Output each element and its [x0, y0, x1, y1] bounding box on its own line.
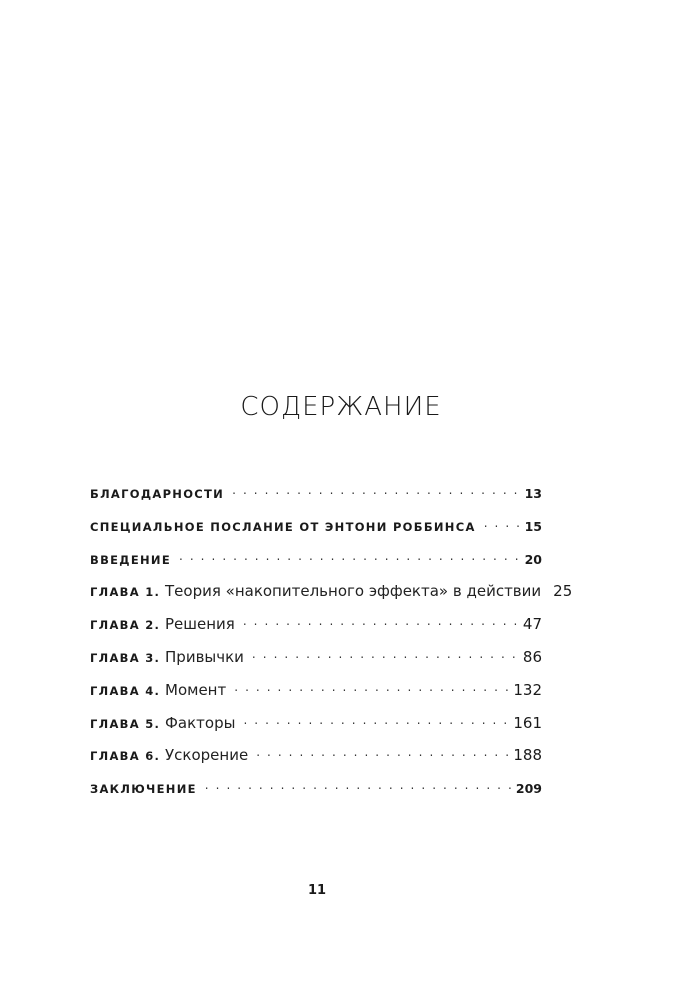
dot-leader: [179, 548, 521, 564]
dot-leader: [256, 744, 509, 760]
toc-entry-chapter-4[interactable]: [90, 679, 542, 712]
toc-entry-chapter-1[interactable]: [90, 580, 573, 613]
chapter-number: ГЛАВА 2.: [90, 618, 161, 633]
toc-entry-caps: СПЕЦИАЛЬНОЕ ПОСЛАНИЕ ОТ ЭНТОНИ РОББИНСА: [90, 519, 476, 534]
toc-entry-chapter-2[interactable]: [90, 613, 542, 646]
chapter-number: ГЛАВА 1.: [90, 585, 161, 600]
page-title: СОДЕРЖАНИЕ: [240, 392, 442, 422]
toc-entry-conclusion[interactable]: [90, 777, 542, 810]
toc-entry-caps: ЗАКЛЮЧЕНИЕ: [90, 782, 197, 797]
dot-leader: [243, 613, 519, 629]
chapter-number: ГЛАВА 3.: [90, 650, 161, 665]
toc-entry-label: [90, 615, 235, 633]
toc-entry-label: [90, 517, 476, 535]
chapter-number: ГЛАВА 5.: [90, 716, 161, 731]
toc-page-number: 209: [515, 781, 542, 797]
chapter-title: Привычки: [165, 647, 244, 666]
toc-page-number: 13: [524, 486, 542, 501]
toc-page-number: 15: [524, 518, 542, 534]
toc-entry-chapter-3[interactable]: [90, 646, 542, 679]
toc-entry-label: [90, 484, 224, 502]
toc-entry-acknowledgements[interactable]: [90, 482, 542, 515]
toc-entry-label: [90, 714, 235, 732]
toc-page-number: 25: [553, 582, 573, 601]
chapter-title: Ускорение: [165, 746, 249, 765]
chapter-number: ГЛАВА 6.: [90, 749, 161, 764]
toc-page-number: 161: [513, 713, 542, 732]
toc-entry-label: [90, 648, 244, 666]
dot-leader: [243, 712, 509, 728]
toc-entry-label: [90, 550, 171, 568]
chapter-title: Момент: [165, 680, 227, 699]
toc-page-number: 132: [513, 680, 542, 699]
table-of-contents: [90, 482, 573, 810]
toc-page-number: 20: [524, 551, 542, 567]
toc-page-number: 188: [513, 746, 542, 765]
dot-leader: [252, 646, 519, 662]
toc-entry-chapter-5[interactable]: [90, 712, 542, 745]
toc-entry-introduction[interactable]: [90, 548, 542, 581]
toc-entry-label: [90, 746, 248, 764]
toc-page-number: 86: [522, 647, 542, 666]
toc-entry-label: [90, 779, 197, 797]
dot-leader: [234, 679, 509, 695]
toc-entry-special-message[interactable]: [90, 515, 542, 548]
chapter-title: Решения: [165, 615, 235, 634]
chapter-title: Теория «накопительного эффекта» в действии: [165, 582, 542, 601]
dot-leader: [205, 777, 512, 793]
toc-entry-caps: ВВЕДЕНИЕ: [90, 552, 171, 567]
chapter-number: ГЛАВА 4.: [90, 683, 161, 698]
dot-leader: [484, 515, 521, 531]
toc-entry-label: [90, 582, 541, 600]
toc-page-number: 47: [522, 615, 542, 634]
toc-entry-caps: БЛАГОДАРНОСТИ: [90, 487, 225, 501]
toc-entry-label: [90, 681, 226, 699]
page-number-footer: 11: [307, 883, 327, 898]
chapter-title: Факторы: [165, 713, 236, 732]
dot-leader: [232, 482, 520, 498]
toc-entry-chapter-6[interactable]: [90, 744, 542, 777]
